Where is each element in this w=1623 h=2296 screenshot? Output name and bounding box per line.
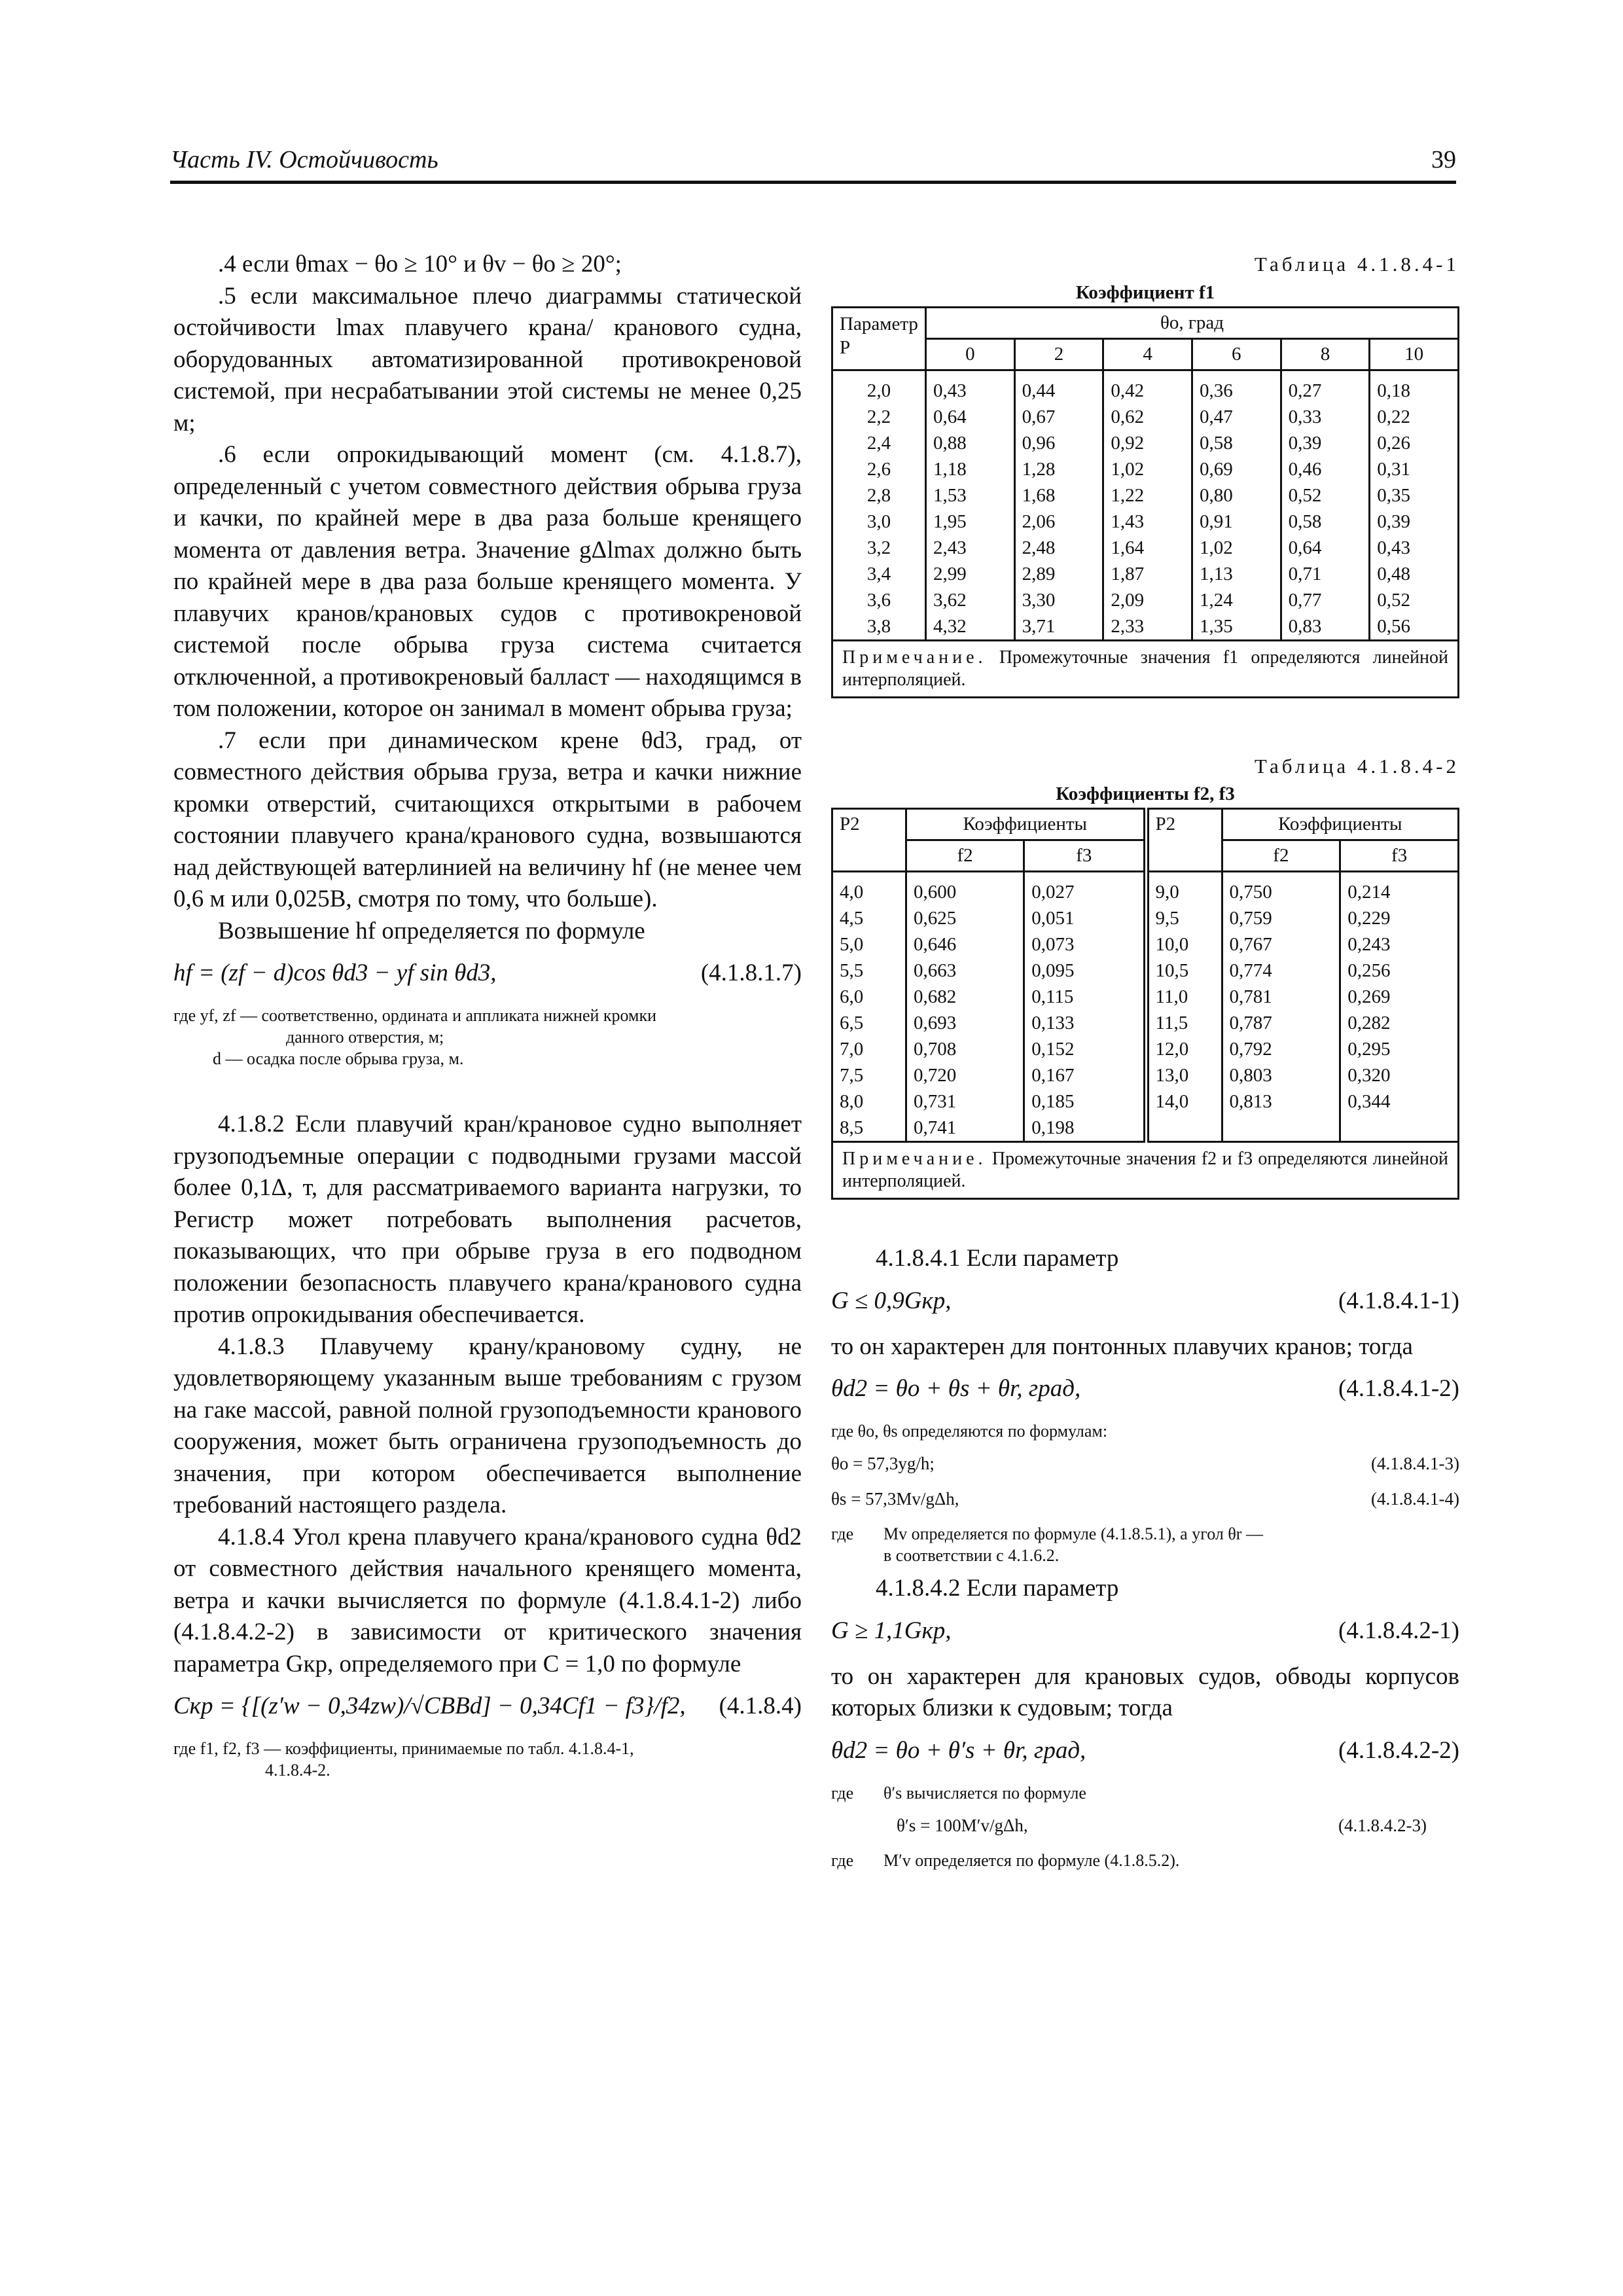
- paragraph-4-1-8-3: 4.1.8.3 Плавучему крану/крановому судну, не удовлетворяющему указанным выше требованиям с грузом на гаке массой, равной полной грузоподъемности кранового сооружения, может быть ограничена грузоподъемность до значения, при котором обеспечивается выполнение требований настоящего раздела.: [173, 1333, 802, 1518]
- table-col: 0,027 0,051 0,073 0,095 0,115 0,133 0,152 0,167 0,185 0,198: [1024, 872, 1146, 1142]
- table-col: 0,42 0,62 0,92 1,02 1,22 1,43 1,64 1,87 2,09 2,33: [1103, 370, 1192, 640]
- legend-line: θ′s вычисляется по формуле: [883, 1783, 1086, 1803]
- legend-line: где yf, zf — соответственно, ордината и аппликата нижней кромки: [173, 1006, 657, 1025]
- item-6: .6 если опрокидывающий момент (см. 4.1.8.7), определенный с учетом совместного действия обрыва груза и качки, по крайней мере в два раза больше кренящего момента от давления ветра. Значение gΔlmax должно быть по крайней мере в два раза больше кренящего момента. У плавучих кранов/крановых судов с противокреновой системой после обрыва груза система считается отключенной, а противокреновый балласт — находящимся в том положении, которое он занимал в момент обрыва груза;: [173, 441, 802, 722]
- table-col: 0,43 0,64 0,88 1,18 1,53 1,95 2,43 2,99 3,62 4,32: [926, 370, 1015, 640]
- formula-number: (4.1.8.4): [719, 1693, 802, 1719]
- table-col-p: 4,0 4,5 5,0 5,5 6,0 6,5 7,0 7,5 8,0 8,5: [832, 872, 906, 1142]
- page-number: 39: [1431, 146, 1456, 173]
- formula-number: (4.1.8.4.2-3): [1338, 1815, 1427, 1835]
- table-col-p: 9,0 9,5 10,0 10,5 11,0 11,5 12,0 13,0 14,0: [1146, 872, 1222, 1142]
- formula-4-1-8-4-1-2: [831, 1368, 1459, 1414]
- table-col: 0,36 0,47 0,58 0,69 0,80 0,91 1,02 1,13 1,24 1,35: [1192, 370, 1281, 640]
- formula-expression: θs = 57,3Mv/gΔh,: [831, 1489, 959, 1509]
- p-header: P2: [1146, 809, 1222, 872]
- formula-4-1-8-4-1-1: [831, 1280, 1459, 1326]
- hf-intro: Возвышение hf определяется по формуле: [218, 917, 645, 944]
- table1-caption: Коэффициент f1: [1075, 281, 1215, 303]
- p-header: P2: [832, 809, 906, 872]
- formula-number: (4.1.8.4.1-1): [1338, 1287, 1459, 1314]
- legend-line: где f1, f2, f3 — коэффициенты, принимаемые по табл. 4.1.8.4-1,: [173, 1739, 634, 1758]
- table-4-1-8-4-2: [831, 808, 1459, 1200]
- formula-4-1-8-4-1-4: [831, 1484, 1459, 1516]
- paragraph-4-1-8-4: 4.1.8.4 Угол крена плавучего крана/кранового судна θd2 от совместного действия начального кренящего момента, ветра и качки вычисляется по формуле (4.1.8.4.1-2) либо (4.1.8.4.2-2) в зависимости от критического значения параметра Gкр, определяемого при C = 1,0 по формуле: [173, 1523, 802, 1677]
- formula-expression: Cкр = {[(z′w − 0,34zw)/√CBBd] − 0,34Cf1 − f3}/f2,: [173, 1693, 686, 1719]
- table-col-p: 2,0 2,2 2,4 2,6 2,8 3,0 3,2 3,4 3,6 3,8: [832, 370, 926, 640]
- formula-4-1-8-4-2-2: [831, 1730, 1459, 1776]
- right-column: [831, 249, 1459, 1878]
- col-header: 4: [1103, 338, 1192, 370]
- formula-number: (4.1.8.4.2-2): [1338, 1736, 1459, 1764]
- item-7: .7 если при динамическом крене θd3, град, от совместного действия обрыва груза, ветра и качки нижние кромки отверстий, считающихся открытыми в рабочем состоянии плавучего крана/кранового судна, возвышаются над действующей ватерлинией на величину hf (не менее чем 0,6 м или 0,025B, смотря по тому, что больше).: [173, 726, 802, 912]
- formula-expression: hf = (zf − d)cos θd3 − yf sin θd3,: [173, 960, 497, 986]
- legend-lead: где: [831, 1524, 854, 1543]
- f3-header: f3: [1340, 840, 1459, 872]
- formula-legend: где θo, θs определяются по формулам:: [831, 1422, 1108, 1441]
- header-title: Часть IV. Остойчивость: [170, 146, 438, 173]
- formula-legend: [173, 1738, 802, 1781]
- table-col: 0,600 0,625 0,646 0,663 0,682 0,693 0,708 0,720 0,731 0,741: [906, 872, 1024, 1142]
- table1-label: Таблица 4.1.8.4-1: [1254, 253, 1459, 276]
- note-text: Промежуточные значения f2 и f3 определяются линейной интерполяцией.: [842, 1149, 1449, 1191]
- table-col: 0,44 0,67 0,96 1,28 1,68 2,06 2,48 2,89 3,30 3,71: [1014, 370, 1103, 640]
- formula-4-1-8-1-7: [173, 952, 802, 998]
- item-4: .4 если θmax − θo ≥ 10° и θv − θo ≥ 20°;: [218, 251, 622, 278]
- table1-note: [832, 640, 1459, 697]
- formula-expression: G ≥ 1,1Gкр,: [831, 1617, 952, 1644]
- f3-header: f3: [1024, 840, 1146, 872]
- table-4-1-8-4-1: [831, 306, 1459, 698]
- paragraph-4-1-8-4-1: 4.1.8.4.1 Если параметр: [876, 1245, 1119, 1272]
- formula-number: (4.1.8.4.1-3): [1371, 1454, 1459, 1473]
- coef-header: Коэффициенты: [1222, 809, 1458, 840]
- legend-line: 4.1.8.4-2.: [265, 1761, 330, 1780]
- formula-4-1-8-4-1-3: [831, 1448, 1459, 1481]
- table-body: [832, 370, 1459, 640]
- formula-expression: θo = 57,3yg/h;: [831, 1454, 935, 1473]
- note-word: Примечание.: [842, 647, 987, 668]
- note-text: Промежуточные значения f1 определяются линейной интерполяцией.: [842, 647, 1448, 690]
- paragraph-ship: то он характерен для крановых судов, обводы корпусов которых близки к судовым; тогда: [831, 1662, 1459, 1721]
- formula-legend: [831, 1523, 1459, 1566]
- table-col: 0,750 0,759 0,767 0,774 0,781 0,787 0,792 0,803 0,813: [1222, 872, 1340, 1142]
- running-header: [170, 140, 1456, 184]
- paragraph-pontoon: то он характерен для понтонных плавучих кранов; тогда: [831, 1333, 1413, 1360]
- f2-header: f2: [906, 840, 1024, 872]
- legend-lead: где: [831, 1783, 854, 1803]
- table-body: [832, 872, 1459, 1142]
- theta-header: θo, град: [926, 307, 1459, 338]
- left-column: [173, 249, 802, 1787]
- formula-number: (4.1.8.4.2-1): [1338, 1617, 1459, 1644]
- formula-expression: θd2 = θo + θ′s + θr, град,: [831, 1736, 1086, 1764]
- formula-legend: [831, 1850, 1459, 1871]
- legend-line: M′v определяется по формуле (4.1.8.5.2).: [883, 1850, 1180, 1870]
- f2-header: f2: [1222, 840, 1340, 872]
- col-header: 0: [926, 338, 1015, 370]
- formula-number: (4.1.8.1.7): [700, 960, 802, 986]
- table2-note: [832, 1142, 1459, 1199]
- formula-4-1-8-4-2-3: [831, 1810, 1459, 1843]
- param-header: Параметр P: [832, 307, 926, 370]
- table2-caption: Коэффициенты f2, f3: [1056, 783, 1235, 804]
- table-col: 0,27 0,33 0,39 0,46 0,52 0,58 0,64 0,71 0,77 0,83: [1281, 370, 1370, 640]
- legend-line: данного отверстия, м;: [286, 1028, 444, 1047]
- col-header: 2: [1014, 338, 1103, 370]
- formula-4-1-8-4: [173, 1685, 802, 1731]
- coef-header: Коэффициенты: [906, 809, 1147, 840]
- formula-expression: G ≤ 0,9Gкр,: [831, 1287, 952, 1314]
- legend-line: Mv определяется по формуле (4.1.8.5.1), а угол θr —: [883, 1524, 1263, 1543]
- col-header: 10: [1370, 338, 1459, 370]
- formula-legend: [173, 1005, 802, 1069]
- item-5: .5 если максимальное плечо диаграммы статической остойчивости lmax плавучего крана/ кранового судна, оборудованных автоматизированной противокреновой системой, при несрабатывании этой системы не менее 0,25 м;: [173, 282, 802, 437]
- note-word: Примечание.: [842, 1149, 987, 1169]
- formula-4-1-8-4-2-1: [831, 1610, 1459, 1656]
- col-header: 6: [1192, 338, 1281, 370]
- legend-lead: где: [831, 1850, 854, 1870]
- col-header: 8: [1281, 338, 1370, 370]
- table2-label: Таблица 4.1.8.4-2: [1254, 754, 1459, 778]
- formula-legend: [831, 1782, 1459, 1804]
- formula-number: (4.1.8.4.1-2): [1338, 1375, 1459, 1402]
- table-col: 0,214 0,229 0,243 0,256 0,269 0,282 0,295 0,320 0,344: [1340, 872, 1459, 1142]
- formula-expression: θd2 = θo + θs + θr, град,: [831, 1375, 1081, 1402]
- legend-line: в соответствии с 4.1.6.2.: [883, 1546, 1060, 1565]
- paragraph-4-1-8-2: 4.1.8.2 Если плавучий кран/крановое судно выполняет грузоподъемные операции с подводными грузами массой более 0,1Δ, т, для рассматриваемого варианта нагрузки, то Регистр может потребовать выполнения расчетов, показывающих, что при обрыве груза в его подводном положении безопасность плавучего крана/кранового судна против опрокидывания обеспечивается.: [173, 1111, 802, 1328]
- formula-number: (4.1.8.4.1-4): [1371, 1489, 1459, 1509]
- table-col: 0,18 0,22 0,26 0,31 0,35 0,39 0,43 0,48 0,52 0,56: [1370, 370, 1459, 640]
- legend-line: d — осадка после обрыва груза, м.: [213, 1049, 464, 1068]
- formula-expression: θ′s = 100M′v/gΔh,: [897, 1815, 1028, 1835]
- paragraph-4-1-8-4-2: 4.1.8.4.2 Если параметр: [876, 1575, 1119, 1602]
